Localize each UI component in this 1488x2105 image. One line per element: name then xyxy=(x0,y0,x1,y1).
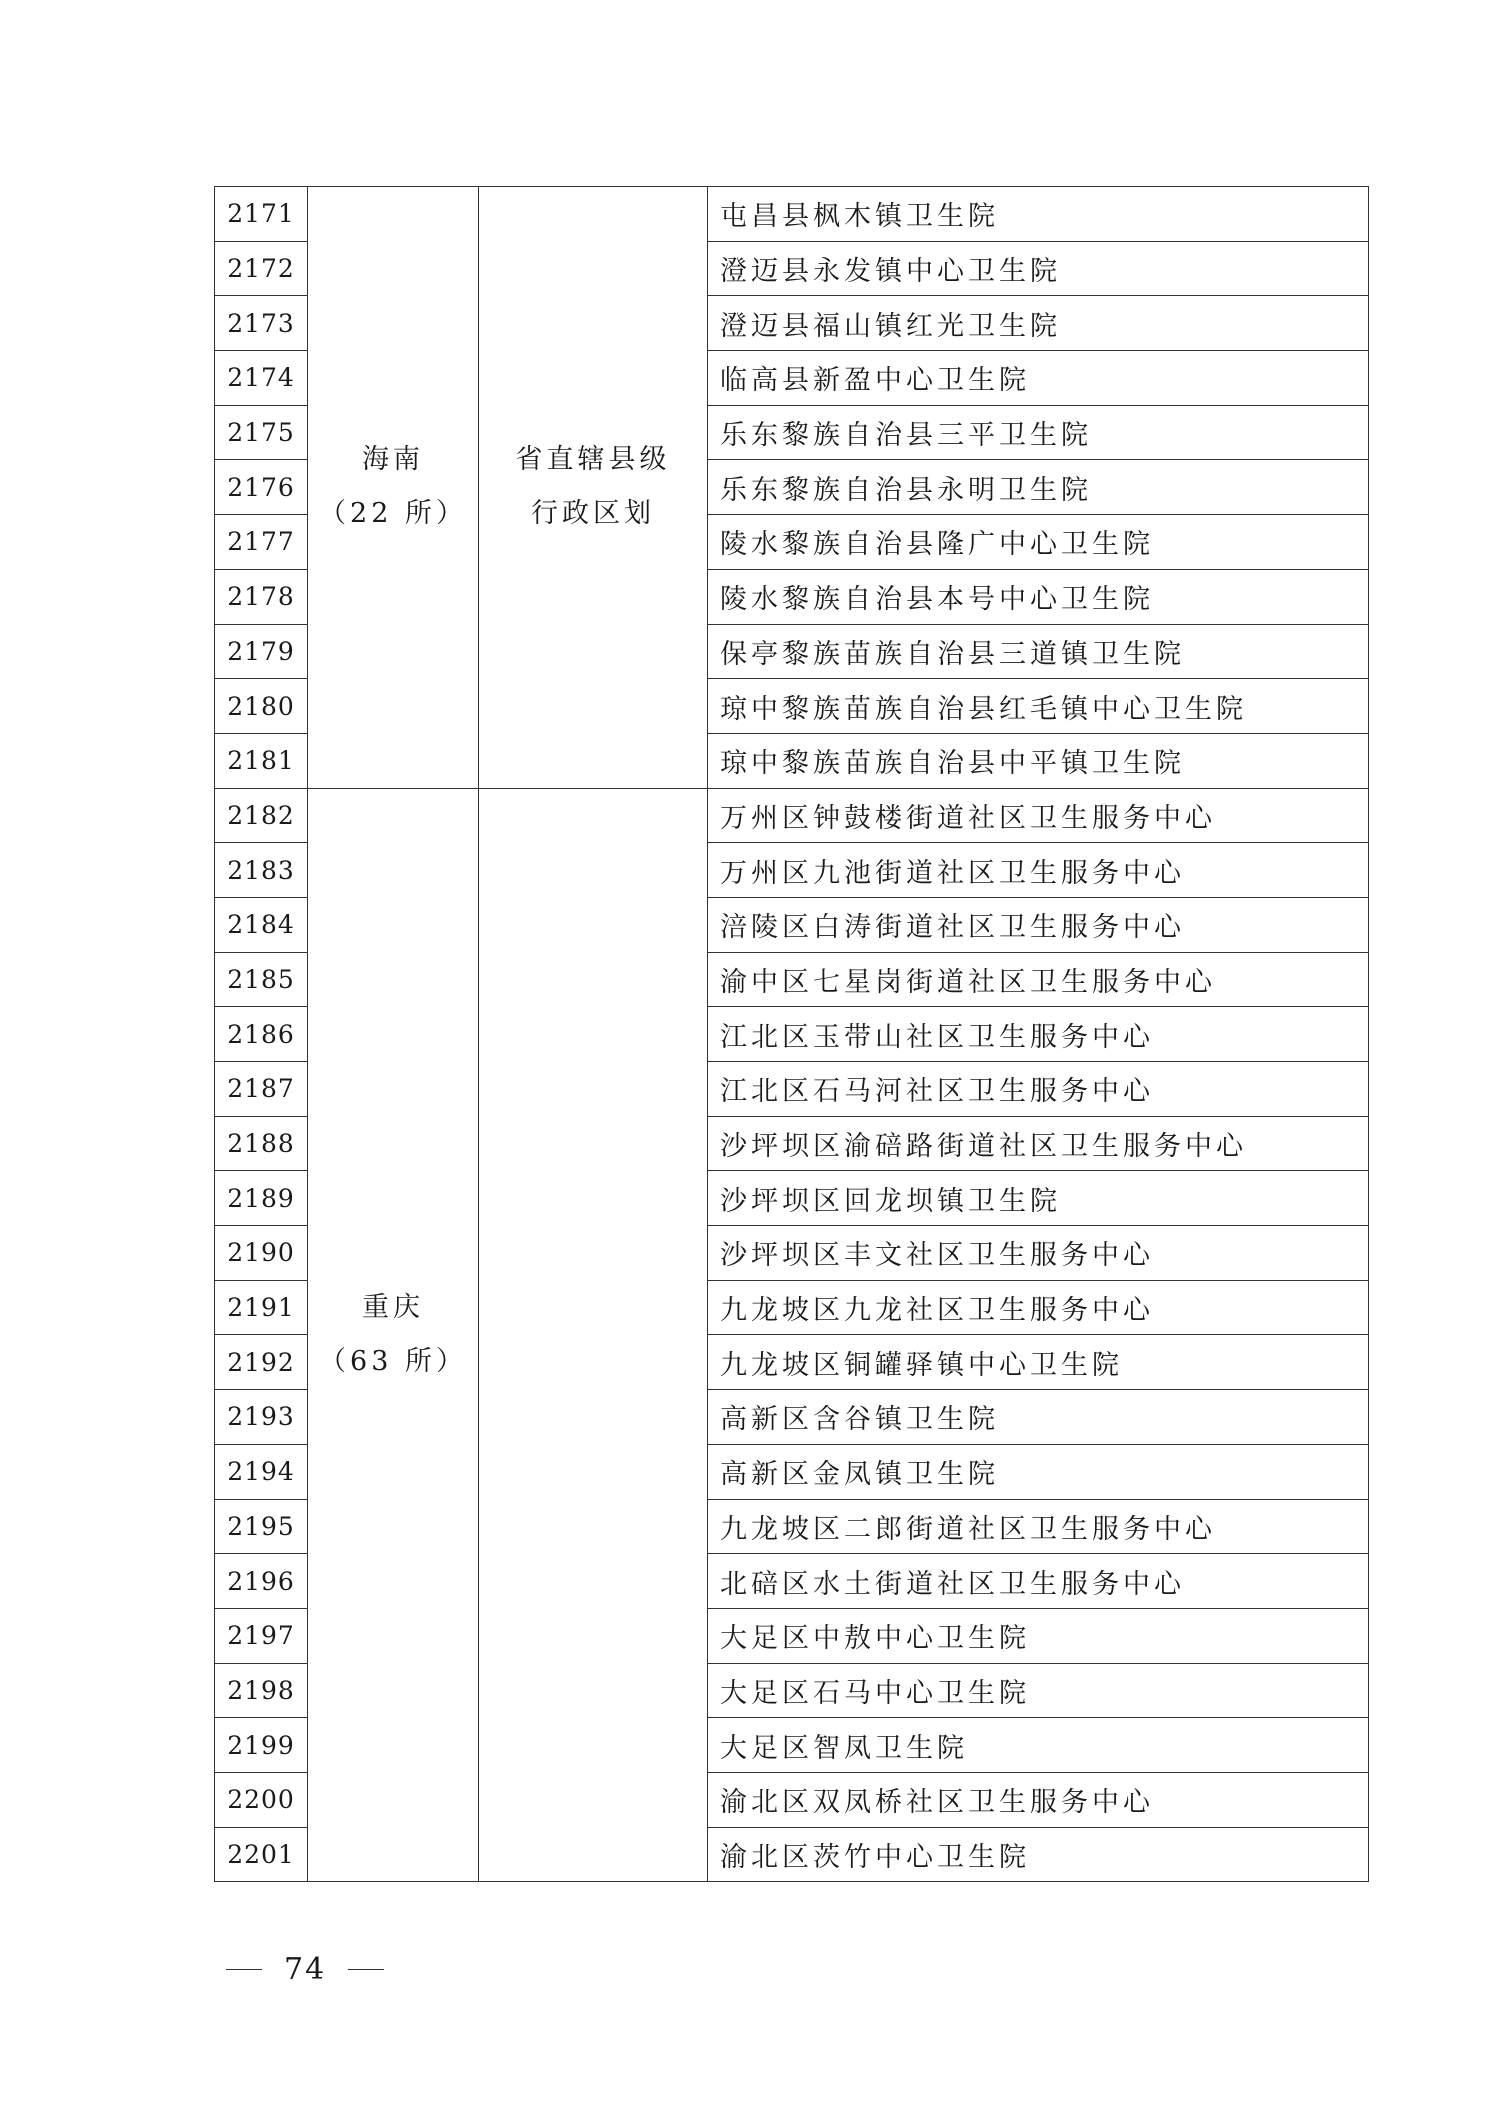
row-number: 2199 xyxy=(215,1718,308,1773)
row-number: 2181 xyxy=(215,733,308,788)
page-footer xyxy=(226,1952,384,1987)
institution-name: 涪陵区白涛街道社区卫生服务中心 xyxy=(708,897,1369,952)
institution-name: 渝中区七星岗街道社区卫生服务中心 xyxy=(708,952,1369,1007)
institution-name: 沙坪坝区丰文社区卫生服务中心 xyxy=(708,1226,1369,1281)
province-cell xyxy=(308,187,479,789)
institution-name: 万州区九池街道社区卫生服务中心 xyxy=(708,843,1369,898)
institution-table xyxy=(214,186,1369,1882)
institution-name: 临高县新盈中心卫生院 xyxy=(708,351,1369,406)
institution-name: 江北区石马河社区卫生服务中心 xyxy=(708,1062,1369,1117)
row-number: 2173 xyxy=(215,296,308,351)
row-number: 2177 xyxy=(215,515,308,570)
row-number: 2171 xyxy=(215,187,308,242)
row-number: 2192 xyxy=(215,1335,308,1390)
footer-dash-right xyxy=(348,1969,384,1971)
institution-name: 渝北区双凤桥社区卫生服务中心 xyxy=(708,1772,1369,1827)
row-number: 2201 xyxy=(215,1827,308,1882)
institution-name: 沙坪坝区回龙坝镇卫生院 xyxy=(708,1171,1369,1226)
institution-name: 九龙坡区九龙社区卫生服务中心 xyxy=(708,1280,1369,1335)
row-number: 2175 xyxy=(215,405,308,460)
row-number: 2191 xyxy=(215,1280,308,1335)
province-cell xyxy=(308,788,479,1882)
institution-name: 九龙坡区铜罐驿镇中心卫生院 xyxy=(708,1335,1369,1390)
row-number: 2180 xyxy=(215,679,308,734)
institution-name: 乐东黎族自治县永明卫生院 xyxy=(708,460,1369,515)
row-number: 2198 xyxy=(215,1663,308,1718)
row-number: 2178 xyxy=(215,569,308,624)
row-number: 2185 xyxy=(215,952,308,1007)
row-number: 2186 xyxy=(215,1007,308,1062)
city-label-line: 行政区划 xyxy=(531,498,655,530)
institution-name: 琼中黎族苗族自治县中平镇卫生院 xyxy=(708,733,1369,788)
row-number: 2188 xyxy=(215,1116,308,1171)
table-row xyxy=(215,788,1369,843)
row-number: 2195 xyxy=(215,1499,308,1554)
institution-name: 万州区钟鼓楼街道社区卫生服务中心 xyxy=(708,788,1369,843)
row-number: 2182 xyxy=(215,788,308,843)
institution-name: 澄迈县福山镇红光卫生院 xyxy=(708,296,1369,351)
institution-name: 陵水黎族自治县本号中心卫生院 xyxy=(708,569,1369,624)
city-label-line: 省直辖县级 xyxy=(515,444,671,476)
institution-name: 江北区玉带山社区卫生服务中心 xyxy=(708,1007,1369,1062)
province-label-line: （63 所） xyxy=(319,1345,467,1377)
row-number: 2189 xyxy=(215,1171,308,1226)
institution-name: 高新区金凤镇卫生院 xyxy=(708,1444,1369,1499)
row-number: 2190 xyxy=(215,1226,308,1281)
row-number: 2176 xyxy=(215,460,308,515)
row-number: 2172 xyxy=(215,241,308,296)
institution-name: 北碚区水土街道社区卫生服务中心 xyxy=(708,1554,1369,1609)
institution-name: 乐东黎族自治县三平卫生院 xyxy=(708,405,1369,460)
institution-name: 高新区含谷镇卫生院 xyxy=(708,1390,1369,1445)
institution-name: 大足区智凤卫生院 xyxy=(708,1718,1369,1773)
row-number: 2179 xyxy=(215,624,308,679)
table-row xyxy=(215,187,1369,242)
institution-name: 大足区石马中心卫生院 xyxy=(708,1663,1369,1718)
row-number: 2200 xyxy=(215,1772,308,1827)
institution-name: 澄迈县永发镇中心卫生院 xyxy=(708,241,1369,296)
row-number: 2197 xyxy=(215,1608,308,1663)
institution-name: 琼中黎族苗族自治县红毛镇中心卫生院 xyxy=(708,679,1369,734)
city-cell xyxy=(479,788,708,1882)
row-number: 2184 xyxy=(215,897,308,952)
institution-name: 大足区中敖中心卫生院 xyxy=(708,1608,1369,1663)
institution-name: 沙坪坝区渝碚路街道社区卫生服务中心 xyxy=(708,1116,1369,1171)
province-label-line: 重庆 xyxy=(362,1291,424,1323)
row-number: 2196 xyxy=(215,1554,308,1609)
province-label-line: （22 所） xyxy=(319,498,467,530)
row-number: 2174 xyxy=(215,351,308,406)
institution-name: 保亭黎族苗族自治县三道镇卫生院 xyxy=(708,624,1369,679)
page-number: 74 xyxy=(284,1952,327,1987)
institution-name: 屯昌县枫木镇卫生院 xyxy=(708,187,1369,242)
row-number: 2187 xyxy=(215,1062,308,1117)
institution-name: 陵水黎族自治县隆广中心卫生院 xyxy=(708,515,1369,570)
institution-name: 渝北区茨竹中心卫生院 xyxy=(708,1827,1369,1882)
province-label-line: 海南 xyxy=(362,444,424,476)
city-cell xyxy=(479,187,708,789)
row-number: 2194 xyxy=(215,1444,308,1499)
institution-name: 九龙坡区二郎街道社区卫生服务中心 xyxy=(708,1499,1369,1554)
row-number: 2193 xyxy=(215,1390,308,1445)
footer-dash-left xyxy=(226,1969,262,1971)
table-body xyxy=(215,187,1369,1882)
row-number: 2183 xyxy=(215,843,308,898)
